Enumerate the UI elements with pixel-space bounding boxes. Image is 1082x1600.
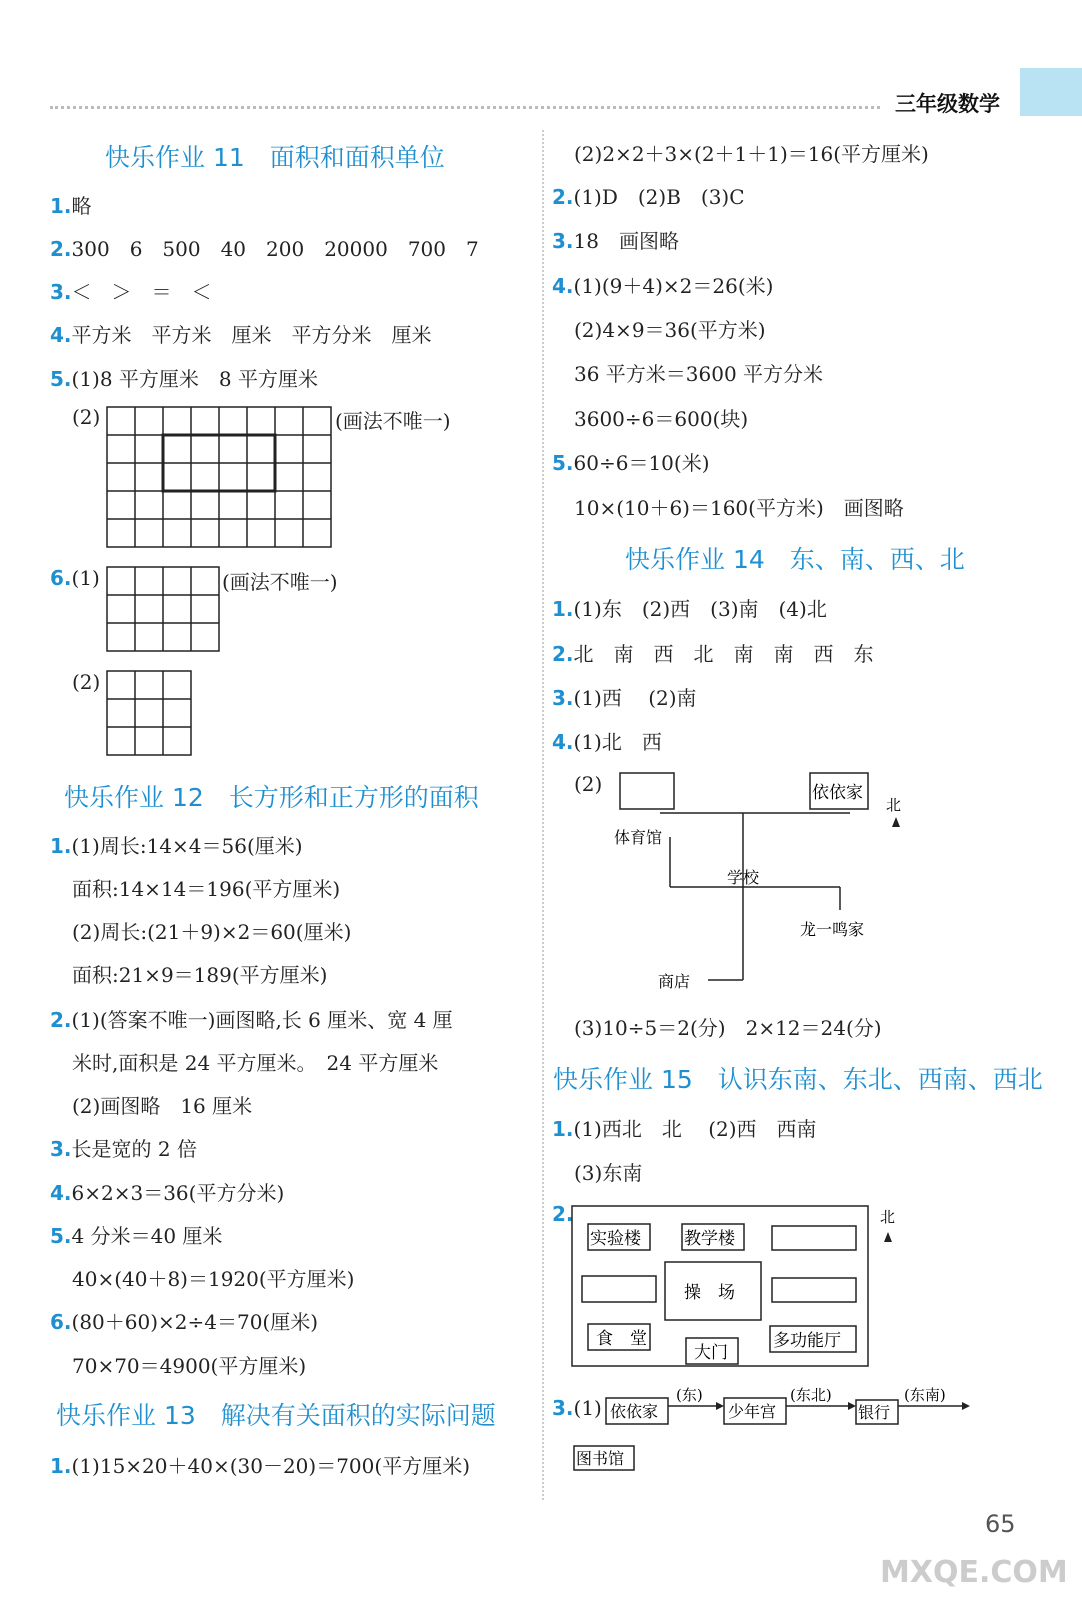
answer-line: (2) xyxy=(574,772,603,796)
map-label: 体育馆 xyxy=(614,828,663,847)
map-label: 多功能厅 xyxy=(773,1331,841,1351)
grid-3x3 xyxy=(106,670,192,756)
map-label: 教学楼 xyxy=(684,1229,735,1249)
answer-line: 3.长是宽的 2 倍 xyxy=(50,1137,197,1161)
answer-line: (3)东南 xyxy=(574,1161,643,1185)
header-title: 三年级数学 xyxy=(895,92,1000,116)
map-label: 操 场 xyxy=(684,1283,735,1303)
answer-line: 6.(1) xyxy=(50,566,100,590)
answer-line: (2) xyxy=(72,405,101,429)
map-label: 龙一鸣家 xyxy=(800,920,865,939)
answer-line: 2.北 南 西 北 南 南 西 东 xyxy=(552,642,874,666)
answer-line: 1.(1)周长:14×4＝56(厘米) xyxy=(50,834,303,858)
page-number: 65 xyxy=(985,1510,1016,1538)
answer-line: 6.(80＋60)×2÷4＝70(厘米) xyxy=(50,1310,319,1334)
answer-line: 5.(1)8 平方厘米 8 平方厘米 xyxy=(50,367,319,391)
answer-line: 40×(40＋8)＝1920(平方厘米) xyxy=(72,1267,355,1291)
answer-line: 4.(1)(9＋4)×2＝26(米) xyxy=(552,274,774,298)
answer-line: 3.(1)西 (2)南 xyxy=(552,686,697,710)
route-direction: (东) xyxy=(676,1386,703,1404)
section-title-11: 快乐作业 11 面积和面积单位 xyxy=(105,143,445,172)
answer-line: 2.300 6 500 40 200 20000 700 7 xyxy=(50,237,479,261)
answer-line: 3.(1) xyxy=(552,1396,602,1420)
answer-line: 1.略 xyxy=(50,194,92,218)
section-title-15: 快乐作业 15 认识东南、东北、西南、西北 xyxy=(553,1065,1043,1094)
answer-line: 70×70＝4900(平方厘米) xyxy=(72,1354,307,1378)
map-label: 依依家 xyxy=(812,783,863,803)
answer-line: (2)周长:(21＋9)×2＝60(厘米) xyxy=(72,920,352,944)
section-title-13: 快乐作业 13 解决有关面积的实际问题 xyxy=(56,1401,496,1430)
route-direction: (东南) xyxy=(904,1386,946,1404)
map-label: 商店 xyxy=(658,972,691,991)
answer-line: 2. xyxy=(552,1202,574,1226)
north-arrow-icon xyxy=(884,1232,892,1242)
map-label: 学校 xyxy=(727,868,760,887)
column-divider xyxy=(542,130,544,1500)
answer-line: 1.(1)东 (2)西 (3)南 (4)北 xyxy=(552,597,827,621)
answer-line: 4.(1)北 西 xyxy=(552,730,662,754)
watermark: MXQE.COM xyxy=(880,1555,1068,1590)
route-place: 银行 xyxy=(858,1403,891,1422)
map-school-route xyxy=(600,765,930,995)
grid-8x5 xyxy=(106,406,332,548)
section-title-12: 快乐作业 12 长方形和正方形的面积 xyxy=(64,783,479,812)
map-label: 北 xyxy=(880,1208,896,1226)
answer-line: 4.6×2×3＝36(平方分米) xyxy=(50,1181,285,1205)
answer-line: 面积:21×9＝189(平方厘米) xyxy=(72,963,328,987)
map-label: 实验楼 xyxy=(590,1229,641,1249)
answer-line: (2) xyxy=(72,670,101,694)
map-label: 食 堂 xyxy=(596,1329,647,1349)
answer-line: 5.4 分米＝40 厘米 xyxy=(50,1224,223,1248)
answer-line: 36 平方米＝3600 平方分米 xyxy=(574,362,824,386)
answer-line: 1.(1)西北 北 (2)西 西南 xyxy=(552,1117,817,1141)
route-place: 依依家 xyxy=(610,1402,659,1421)
answer-line: 面积:14×14＝196(平方厘米) xyxy=(72,877,341,901)
route-place: 少年宫 xyxy=(728,1402,777,1421)
answer-line: 2.(1)D (2)B (3)C xyxy=(552,185,745,209)
answer-line: 1.(1)15×20＋40×(30－20)＝700(平方厘米) xyxy=(50,1454,470,1478)
map-campus xyxy=(570,1202,910,1372)
map-label: 北 xyxy=(886,796,902,814)
answer-line: 米时,面积是 24 平方厘米。 24 平方厘米 xyxy=(72,1051,439,1075)
answer-line: (2)2×2＋3×(2＋1＋1)＝16(平方厘米) xyxy=(574,142,929,166)
answer-line: (2)4×9＝36(平方米) xyxy=(574,318,766,342)
answer-line: 3.＜ ＞ ＝ ＜ xyxy=(50,280,212,304)
header-accent-bar xyxy=(1020,68,1082,116)
answer-note: (画法不唯一) xyxy=(222,570,338,594)
section-title-14: 快乐作业 14 东、南、西、北 xyxy=(625,545,965,574)
answer-line: 5.60÷6＝10(米) xyxy=(552,451,710,475)
answer-note: (画法不唯一) xyxy=(335,409,451,433)
answer-line: 3.18 画图略 xyxy=(552,229,679,253)
route-direction: (东北) xyxy=(790,1386,832,1404)
north-arrow-icon xyxy=(892,817,900,827)
answer-line: (2)画图略 16 厘米 xyxy=(72,1094,253,1118)
header-divider xyxy=(50,106,880,109)
answer-line: (3)10÷5＝2(分) 2×12＝24(分) xyxy=(574,1016,882,1040)
route-place: 图书馆 xyxy=(576,1449,625,1468)
answer-line: 3600÷6＝600(块) xyxy=(574,407,749,431)
answer-line: 2.(1)(答案不唯一)画图略,长 6 厘米、宽 4 厘 xyxy=(50,1008,453,1032)
answer-line: 10×(10＋6)＝160(平方米) 画图略 xyxy=(574,496,904,520)
grid-4x3 xyxy=(106,566,220,652)
map-label: 大门 xyxy=(694,1343,728,1363)
answer-line: 4.平方米 平方米 厘米 平方分米 厘米 xyxy=(50,323,432,347)
